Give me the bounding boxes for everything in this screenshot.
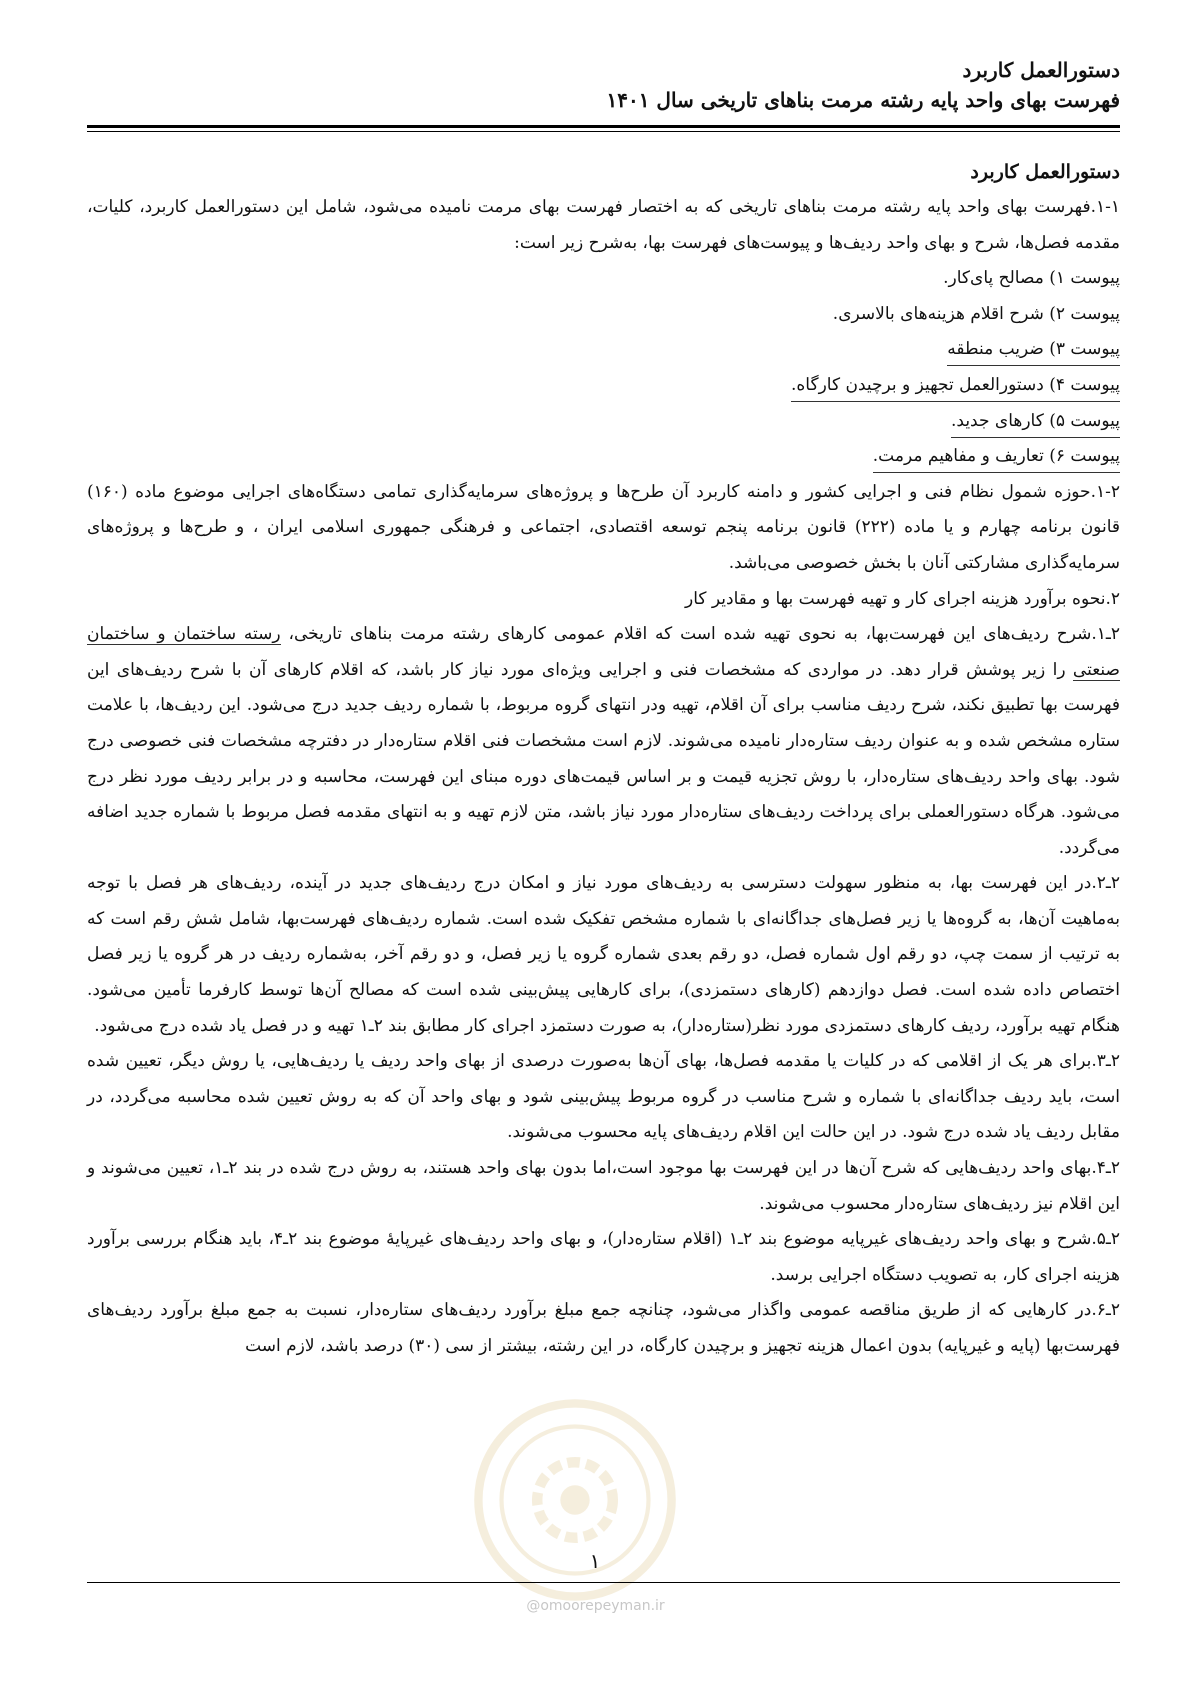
- footer-site: @omoorepeyman.ir: [526, 1598, 665, 1614]
- appendix-item: پیوست ۱) مصالح پای‌کار.: [943, 268, 1120, 289]
- appendix-item: پیوست ۶) تعاریف و مفاهیم مرمت.: [87, 439, 1120, 475]
- page-number: ۱: [589, 1549, 601, 1573]
- header-title: دستورالعمل کاربرد: [962, 58, 1120, 82]
- header-rule-thin: [87, 131, 1120, 132]
- appendix-item: پیوست ۳) ضریب منطقه: [87, 332, 1120, 368]
- section-2-title: ۲.نحوه برآورد هزینه اجرای کار و تهیه فهرست بها و مقادیر کار: [685, 588, 1120, 609]
- watermark-seal-icon: [470, 1395, 680, 1605]
- paragraph-2-4: ۲ـ۴.بهای واحد ردیف‌هایی که شرح آن‌ها در این فهرست بها موجود است،اما بدون بهای واحد هستند، به روش درج شده در بند ۲ـ۱، تعیین می‌شوند و این اقلام نیز ردیف‌های ستاره‌دار محسوب می‌شوند.: [87, 1158, 1120, 1214]
- paragraph-2-5: ۲ـ۵.شرح و بهای واحد ردیف‌های غیرپایه موضوع بند ۲ـ۱ (اقلام ستاره‌دار)، و بهای واحد ردیف‌های غیرپایهٔ موضوع بند ۲ـ۴، باید هنگام بررسی برآورد هزینه اجرای کار، به تصویب دستگاه اجرایی برسد.: [87, 1229, 1121, 1285]
- footer-rule: [87, 1582, 1120, 1583]
- paragraph-2-1: ۲ـ۱.شرح ردیف‌های این فهرست‌بها، به نحوی تهیه شده است که اقلام عمومی کارهای رشته مرمت بناهای تاریخی، رسته ساختمان و ساختمان صنعتی را زیر پوشش قرار دهد. در مواردی که مشخصات فنی و اجرایی ویژه‌ای مورد نیاز کار باشد، که اقلام کارهای آن با شرح ردیف‌های این فهرست بها تطبیق نکند، شرح ردیف مناسب برای آن اقلام، تهیه ودر انتهای گروه مربوط، با شماره ردیف جدید درج می‌شود. این ردیف‌ها، با علامت ستاره مشخص شده و به عنوان ردیف ستاره‌دار نامیده می‌شوند. لازم است مشخصات فنی اقلام ستاره‌دار در دفترچه مشخصات فنی خصوصی درج شود. بهای واحد ردیف‌های ستاره‌دار، با روش تجزیه قیمت و بر اساس قیمت‌های دوره مبنای این فهرست، محاسبه و در برابر ردیف مورد نظر درج می‌شود. هرگاه دستورالعملی برای پرداخت ردیف‌های ستاره‌دار مورد نیاز باشد، متن لازم تهیه و به انتهای مقدمه فصل مربوط با شماره جدید اضافه می‌گردد.: [87, 624, 1120, 858]
- paragraph-2-3: ۲ـ۳.برای هر یک از اقلامی که در کلیات یا مقدمه فصل‌ها، بهای آن‌ها به‌صورت درصدی از بهای واحد ردیف یا ردیف‌هایی، یا روش دیگر، تعیین شده است، باید ردیف جداگانه‌ای با شماره و شرح مناسب در گروه مربوط پیش‌بینی شود و بهای واحد آن که به روش تعیین شده محاسبه می‌گردد، در مقابل ردیف یاد شده درج شود. در این حالت این اقلام ردیف‌های پایه محسوب می‌شوند.: [87, 1051, 1120, 1143]
- section-title: دستورالعمل کاربرد: [970, 161, 1120, 183]
- appendix-item: پیوست ۵) کارهای جدید.: [87, 404, 1120, 440]
- document-page: [87, 55, 1120, 1365]
- appendix-list: [87, 261, 1120, 475]
- header-subtitle: فهرست بهای واحد پایه رشته مرمت بناهای تاریخی سال ۱۴۰۱: [606, 88, 1120, 112]
- header-rule-thick: [87, 125, 1120, 128]
- paragraph-1-1: ۱-۱.فهرست بهای واحد پایه رشته مرمت بناهای تاریخی که به اختصار فهرست بهای مرمت نامیده می‌شود، شامل این دستورالعمل کاربرد، کلیات، مقدمه فصل‌ها، شرح و بهای واحد ردیف‌ها و پیوست‌های فهرست بها، به‌شرح زیر است:: [87, 197, 1120, 253]
- appendix-item: پیوست ۲) شرح اقلام هزینه‌های بالاسری.: [832, 303, 1120, 324]
- appendix-item: پیوست ۴) دستورالعمل تجهیز و برچیدن کارگاه.: [87, 368, 1120, 404]
- paragraph-2-2: ۲ـ۲.در این فهرست بها، به منظور سهولت دسترسی به ردیف‌های مورد نیاز و امکان درج ردیف‌های جدید در آینده، ردیف‌های هر فصل با توجه به‌ماهیت آن‌ها، به گروه‌ها یا زیر فصل‌های جداگانه‌ای با شماره مشخص تفکیک شده است. شماره ردیف‌های فهرست‌بها، شامل شش رقم است که به ترتیب از سمت چپ، دو رقم اول شماره فصل، دو رقم بعدی شماره گروه یا زیر فصل، و دو رقم آخر، به‌شماره ردیف در هر گروه یا زیر فصل اختصاص داده شده است. فصل دوازدهم (کارهای دستمزدی)، برای کارهایی پیش‌بینی شده است که مصالح آن‌ها توسط کارفرما تأمین می‌شود. هنگام تهیه برآورد، ردیف کارهای دستمزدی مورد نظر(ستاره‌دار)، به صورت دستمزد اجرای کار مطابق بند ۲ـ۱ تهیه و در فصل یاد شده درج می‌شود.: [87, 873, 1120, 1036]
- paragraph-2-6: ۲ـ۶.در کارهایی که از طریق مناقصه عمومی واگذار می‌شود، چنانچه جمع مبلغ برآورد ردیف‌های ستاره‌دار، نسبت به جمع مبلغ برآورد ردیف‌های فهرست‌بها (پایه و غیرپایه) بدون اعمال هزینه تجهیز و برچیدن کارگاه، در این رشته، بیشتر از سی (۳۰) درصد باشد، لازم است: [87, 1300, 1120, 1356]
- paragraph-1-2: ۱-۲.حوزه شمول نظام فنی و اجرایی کشور و دامنه کاربرد آن طرح‌ها و پروژه‌های سرمایه‌گذاری تمامی دستگاه‌های اجرایی موضوع ماده (۱۶۰) قانون برنامه چهارم و یا ماده (۲۲۲) قانون برنامه پنجم توسعه اقتصادی، اجتماعی و فرهنگی جمهوری اسلامی ایران ، و طرح‌ها و پروژه‌های سرمایه‌گذاری مشارکتی آنان با بخش خصوصی می‌باشد.: [87, 481, 1120, 573]
